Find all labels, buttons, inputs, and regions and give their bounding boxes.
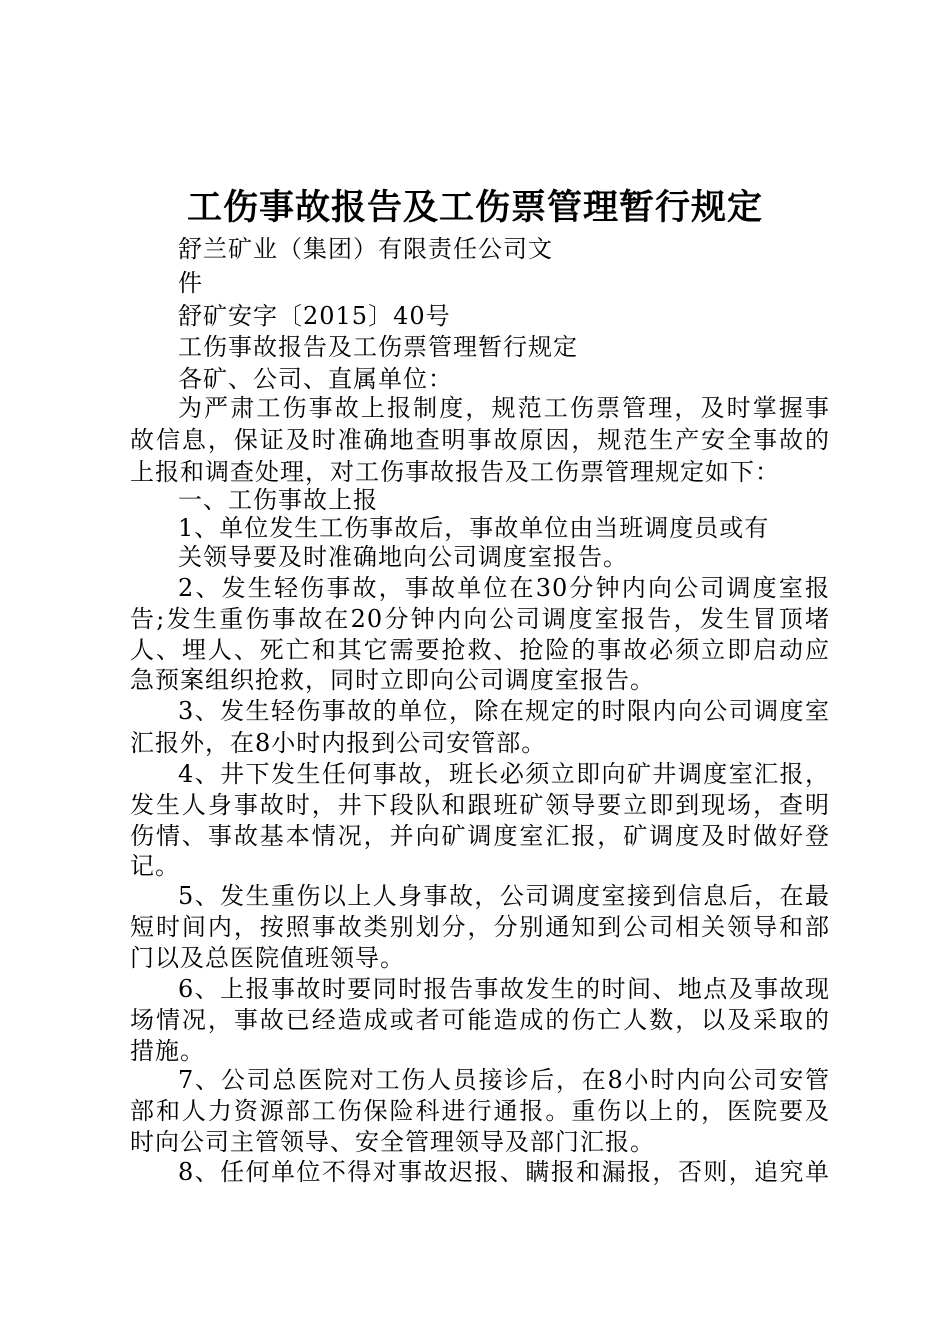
section-heading: 一、工伤事故上报 xyxy=(178,486,378,514)
paragraph-line: 措施。 xyxy=(130,1037,205,1065)
paragraph-line: 3、发生轻伤事故的单位，除在规定的时限内向公司调度室 xyxy=(178,697,830,725)
paragraph-line: 6、上报事故时要同时报告事故发生的时间、地点及事故现 xyxy=(178,975,830,1003)
paragraph-line: 1、单位发生工伤事故后，事故单位由当班调度员或有 xyxy=(178,514,770,542)
document-subtitle: 工伤事故报告及工伤票管理暂行规定 xyxy=(178,333,578,361)
paragraph-line: 7、公司总医院对工伤人员接诊后，在8小时内向公司安管 xyxy=(178,1066,830,1094)
paragraph-line: 场情况，事故已经造成或者可能造成的伤亡人数，以及采取的 xyxy=(130,1006,830,1034)
paragraph-line: 告;发生重伤事故在20分钟内向公司调度室报告，发生冒顶堵 xyxy=(130,605,830,633)
paragraph-line: 时向公司主管领导、安全管理领导及部门汇报。 xyxy=(130,1128,655,1156)
document-title: 工伤事故报告及工伤票管理暂行规定 xyxy=(186,187,763,228)
addressee-line: 各矿、公司、直属单位： xyxy=(178,365,453,393)
paragraph-line: 急预案组织抢救，同时立即向公司调度室报告。 xyxy=(130,666,655,694)
document-number: 舒矿安字〔2015〕40号 xyxy=(178,302,451,330)
paragraph-line: 上报和调查处理，对工伤事故报告及工伤票管理规定如下： xyxy=(130,458,780,486)
paragraph-line: 4、井下发生任何事故，班长必须立即向矿井调度室汇报， xyxy=(178,760,830,788)
paragraph-line: 伤情、事故基本情况，并向矿调度室汇报，矿调度及时做好登 xyxy=(130,822,830,850)
paragraph-line: 5、发生重伤以上人身事故，公司调度室接到信息后，在最 xyxy=(178,882,830,910)
issuer-line: 舒兰矿业（集团）有限责任公司文 xyxy=(178,235,553,263)
paragraph-line: 人、埋人、死亡和其它需要抢救、抢险的事故必须立即启动应 xyxy=(130,636,830,664)
paragraph-line: 为严肃工伤事故上报制度，规范工伤票管理，及时掌握事 xyxy=(178,394,830,422)
paragraph-line: 8、任何单位不得对事故迟报、瞒报和漏报，否则，追究单 xyxy=(178,1158,830,1186)
paragraph-line: 发生人身事故时，井下段队和跟班矿领导要立即到现场，查明 xyxy=(130,791,830,819)
paragraph-line: 短时间内，按照事故类别划分，分别通知到公司相关领导和部 xyxy=(130,913,830,941)
paragraph-line: 故信息，保证及时准确地查明事故原因，规范生产安全事故的 xyxy=(130,426,830,454)
paragraph-line: 门以及总医院值班领导。 xyxy=(130,944,405,972)
paragraph-line: 部和人力资源部工伤保险科进行通报。重伤以上的，医院要及 xyxy=(130,1097,830,1125)
paragraph-line: 记。 xyxy=(130,852,180,880)
paragraph-line: 关领导要及时准确地向公司调度室报告。 xyxy=(178,543,628,571)
paragraph-line: 汇报外，在8小时内报到公司安管部。 xyxy=(130,729,547,757)
paragraph-line: 2、发生轻伤事故，事故单位在30分钟内向公司调度室报 xyxy=(178,574,830,602)
issuer-line-continued: 件 xyxy=(178,269,203,297)
